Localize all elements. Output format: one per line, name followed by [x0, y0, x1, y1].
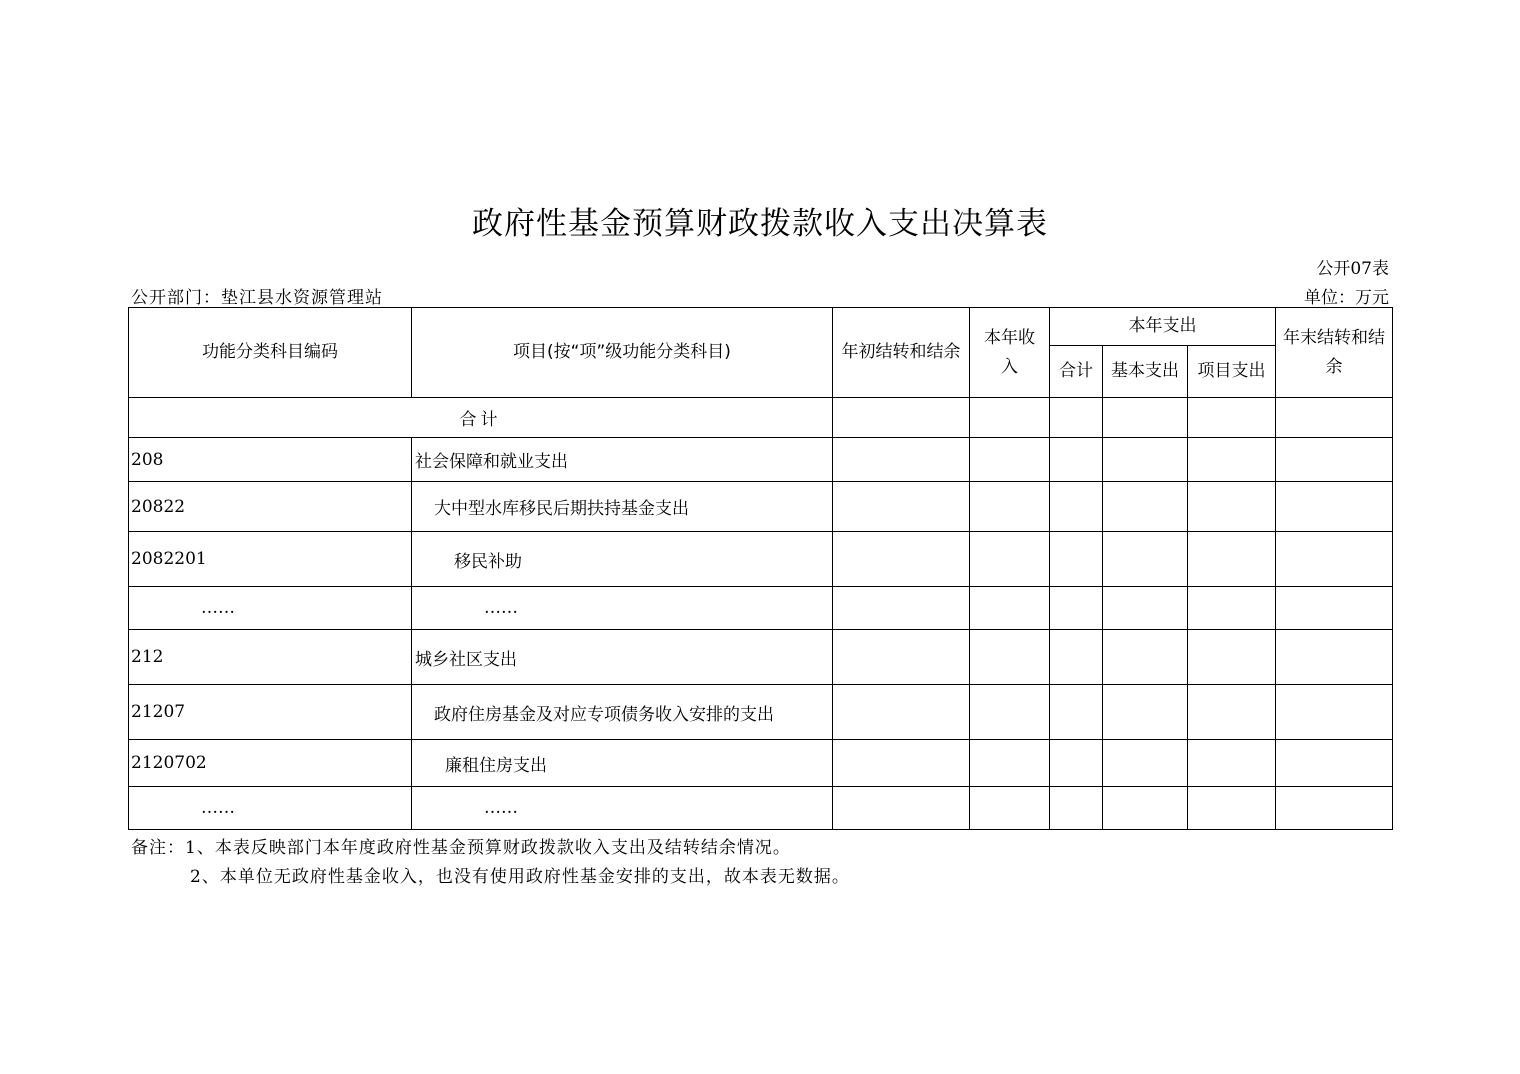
table-row	[129, 630, 1393, 685]
header-end-balance: 年末结转和结余	[1276, 308, 1393, 398]
row-code: ……	[129, 587, 412, 630]
table-row	[129, 438, 1393, 482]
row-code: 20822	[129, 482, 412, 532]
row-name: 城乡社区支出	[412, 630, 833, 685]
header-item: 项目(按“项”级功能分类科目)	[412, 308, 833, 398]
unit-label: 单位：万元	[1304, 288, 1389, 308]
note-2: 2、本单位无政府性基金收入，也没有使用政府性基金安排的支出，故本表无数据。	[190, 867, 850, 887]
table-row	[129, 587, 1393, 630]
note-1: 备注：1、本表反映部门本年度政府性基金预算财政拨款收入支出及结转结余情况。	[131, 838, 791, 858]
header-expense-basic: 基本支出	[1103, 346, 1188, 398]
row-name: ……	[412, 587, 833, 630]
row-name: 移民补助	[412, 532, 833, 587]
table-row	[129, 482, 1393, 532]
total-row	[129, 398, 1393, 438]
table-row	[129, 685, 1393, 740]
header-expense-total: 合计	[1050, 346, 1103, 398]
row-code: 21207	[129, 685, 412, 740]
row-code: 208	[129, 438, 412, 482]
header-income: 本年收入	[970, 308, 1050, 398]
row-name: 大中型水库移民后期扶持基金支出	[412, 482, 833, 532]
row-code: 212	[129, 630, 412, 685]
header-begin-balance: 年初结转和结余	[833, 308, 970, 398]
budget-table	[128, 307, 1393, 830]
form-number: 公开07表	[1316, 259, 1389, 279]
table-row	[129, 532, 1393, 587]
table-row	[129, 787, 1393, 830]
row-code: ……	[129, 787, 412, 830]
row-code: 2120702	[129, 740, 412, 787]
department-label: 公开部门：垫江县水资源管理站	[131, 288, 383, 308]
total-label: 合计	[459, 410, 502, 430]
row-name: ……	[412, 787, 833, 830]
table-row	[129, 740, 1393, 787]
row-name: 社会保障和就业支出	[412, 438, 833, 482]
page-title: 政府性基金预算财政拨款收入支出决算表	[472, 206, 1048, 242]
row-name: 政府住房基金及对应专项债务收入安排的支出	[412, 685, 833, 740]
notes	[131, 834, 850, 892]
header-expense-project: 项目支出	[1188, 346, 1276, 398]
row-name: 廉租住房支出	[412, 740, 833, 787]
header-code: 功能分类科目编码	[129, 308, 412, 398]
header-expense-group: 本年支出	[1050, 308, 1276, 346]
row-code: 2082201	[129, 532, 412, 587]
